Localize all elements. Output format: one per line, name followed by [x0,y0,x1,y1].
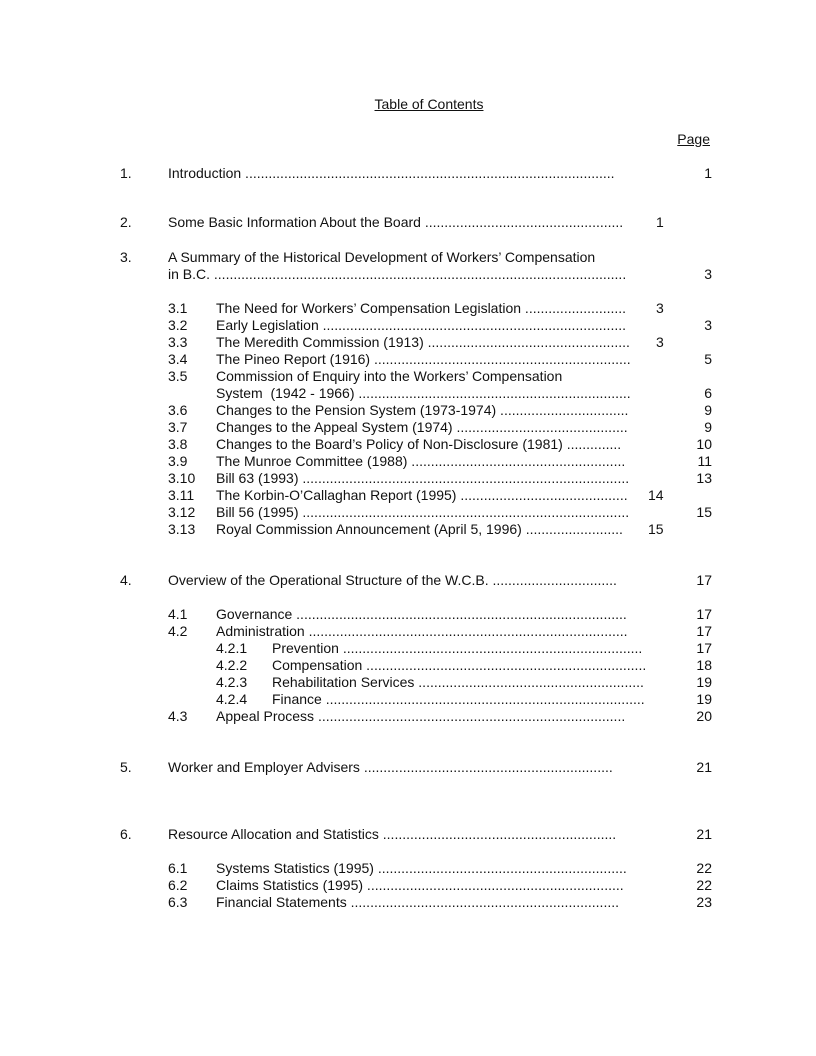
entry-page: 1 [656,214,664,230]
entry-title[interactable]: Changes to the Appeal System (1974) ............................................ [216,419,628,435]
entry-page: 3 [704,317,712,333]
entry-title[interactable]: Financial Statements ..................................................................... [216,894,620,910]
entry-page: 14 [648,487,664,503]
entry-number: 6.2 [168,877,188,893]
entry-page: 17 [696,606,712,622]
entry-title[interactable]: Prevention ............................................................................. [272,640,643,656]
entry-page: 15 [696,504,712,520]
entry-number: 4.3 [168,708,188,724]
entry-page: 17 [696,640,712,656]
entry-number: 3.9 [168,453,188,469]
entry-title[interactable]: Bill 63 (1993) .................................................................................... [216,470,630,486]
entry-page: 21 [696,759,712,775]
entry-title[interactable]: Early Legislation .............................................................................. [216,317,627,333]
entry-page: 1 [704,165,712,181]
entry-page: 9 [704,402,712,418]
toc-title: Table of Contents [374,96,484,112]
entry-title[interactable]: Royal Commission Announcement (April 5, 1996) ......................... [216,521,623,537]
entry-page: 19 [696,691,712,707]
entry-title[interactable]: Worker and Employer Advisers ................................................................ [168,759,613,775]
entry-page: 3 [704,266,712,282]
entry-number: 3.12 [168,504,196,520]
entry-number: 6. [120,826,132,842]
entry-page: 22 [696,860,712,876]
entry-title[interactable]: Claims Statistics (1995) .................................................................. [216,877,624,893]
entry-number: 4.2.4 [216,691,248,707]
entry-number: 1. [120,165,132,181]
entry-title-line1[interactable]: Commission of Enquiry into the Workers’ Compensation [216,368,563,384]
entry-page: 15 [648,521,664,537]
entry-page: 11 [697,453,712,469]
entry-page: 3 [656,300,664,316]
entry-page: 17 [696,572,712,588]
entry-page: 20 [696,708,712,724]
entry-number: 3.10 [168,470,196,486]
entry-title[interactable]: The Meredith Commission (1913) .................................................... [216,334,630,350]
entry-number: 3.5 [168,368,188,384]
entry-number: 3.2 [168,317,188,333]
entry-page: 13 [696,470,712,486]
entry-page: 18 [696,657,712,673]
entry-title[interactable]: The Korbin-O’Callaghan Report (1995) ........................................... [216,487,628,503]
entry-title[interactable]: The Munroe Committee (1988) ....................................................... [216,453,626,469]
entry-number: 4.2.2 [216,657,248,673]
entry-page: 5 [704,351,712,367]
entry-page: 6 [704,385,712,401]
entry-number: 6.3 [168,894,188,910]
entry-title[interactable]: Some Basic Information About the Board ................................................... [168,214,624,230]
entry-number: 3. [120,249,132,265]
entry-title[interactable]: Introduction ............................................................................................... [168,165,615,181]
entry-title[interactable]: Bill 56 (1995) .................................................................................... [216,504,630,520]
entry-title-line1[interactable]: A Summary of the Historical Development of Workers’ Compensation [168,249,596,265]
entry-title[interactable]: Governance ..................................................................................... [216,606,627,622]
entry-number: 4. [120,572,132,588]
entry-title[interactable]: Appeal Process ............................................................................... [216,708,626,724]
entry-page: 23 [696,894,712,910]
entry-number: 3.6 [168,402,188,418]
entry-number: 3.7 [168,419,188,435]
entry-number: 4.1 [168,606,188,622]
entry-page: 3 [656,334,664,350]
entry-number: 3.1 [168,300,188,316]
entry-number: 4.2.3 [216,674,248,690]
entry-title[interactable]: Finance .................................................................................. [272,691,645,707]
entry-number: 3.3 [168,334,188,350]
entry-number: 4.2 [168,623,188,639]
entry-title[interactable]: The Need for Workers’ Compensation Legislation .......................... [216,300,627,316]
entry-number: 3.13 [168,521,196,537]
entry-page: 17 [696,623,712,639]
entry-title-line2[interactable]: in B.C. .......................................................................................................... [168,266,627,282]
entry-page: 22 [696,877,712,893]
entry-page: 19 [696,674,712,690]
page-column-header: Page [677,131,710,147]
entry-number: 2. [120,214,132,230]
entry-page: 21 [696,826,712,842]
entry-page: 9 [704,419,712,435]
entry-title[interactable]: The Pineo Report (1916) .................................................................. [216,351,631,367]
entry-number: 3.8 [168,436,188,452]
entry-title[interactable]: Administration .................................................................................. [216,623,628,639]
entry-title[interactable]: Changes to the Pension System (1973-1974) ................................. [216,402,629,418]
entry-title[interactable]: Changes to the Board’s Policy of Non-Disclosure (1981) .............. [216,436,622,452]
entry-number: 3.11 [168,487,195,503]
entry-title[interactable]: Resource Allocation and Statistics ............................................................ [168,826,617,842]
entry-number: 4.2.1 [216,640,248,656]
entry-title[interactable]: Overview of the Operational Structure of the W.C.B. ................................ [168,572,617,588]
entry-title[interactable]: Systems Statistics (1995) ................................................................ [216,860,627,876]
entry-title[interactable]: Rehabilitation Services .......................................................... [272,674,644,690]
entry-title-line2[interactable]: System (1942 - 1966) ...................................................................... [216,385,631,401]
entry-number: 5. [120,759,132,775]
entry-number: 6.1 [168,860,188,876]
entry-title[interactable]: Compensation ........................................................................ [272,657,647,673]
entry-page: 10 [696,436,712,452]
entry-number: 3.4 [168,351,188,367]
